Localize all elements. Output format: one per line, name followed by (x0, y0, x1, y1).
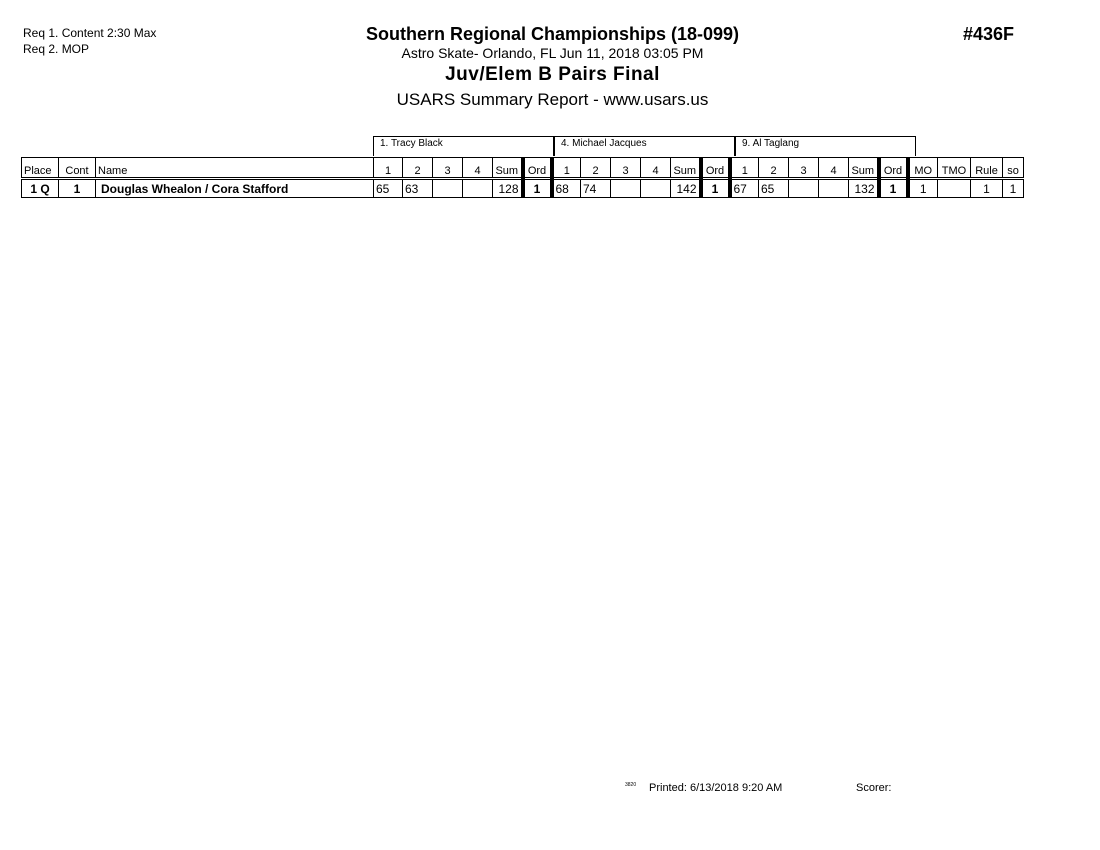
col-tmo: TMO (938, 158, 971, 179)
col-j3-s4: 4 (819, 158, 849, 179)
results-table (21, 157, 1024, 198)
col-name: Name (96, 158, 374, 179)
col-j3-s3: 3 (789, 158, 819, 179)
j2-s1-cell: 68 (552, 179, 581, 198)
header-row (22, 158, 1024, 179)
col-j1-sum: Sum (493, 158, 523, 179)
col-mo: MO (908, 158, 938, 179)
j3-ord-cell: 1 (879, 179, 908, 198)
j2-s3-cell (611, 179, 641, 198)
col-j1-s2: 2 (403, 158, 433, 179)
location-date: Astro Skate- Orlando, FL Jun 11, 2018 03:05 PM (401, 45, 704, 61)
col-j2-sum: Sum (671, 158, 701, 179)
judge-1-header: 1. Tracy Black (373, 136, 554, 156)
j3-s2-cell: 65 (759, 179, 789, 198)
col-place: Place (22, 158, 59, 179)
mo-cell: 1 (908, 179, 938, 198)
j3-sum-cell: 132 (849, 179, 879, 198)
j3-s4-cell (819, 179, 849, 198)
col-j1-ord: Ord (523, 158, 552, 179)
tmo-cell (938, 179, 971, 198)
j1-ord-cell: 1 (523, 179, 552, 198)
name-cell: Douglas Whealon / Cora Stafford (96, 179, 374, 198)
competition-title: Southern Regional Championships (18-099) (365, 24, 740, 44)
event-id: #436F (963, 24, 1015, 44)
j1-sum-cell: 128 (493, 179, 523, 198)
footer-code: 3820 (625, 782, 637, 788)
requirement-1: Req 1. Content 2:30 Max (23, 26, 157, 40)
col-j2-s2: 2 (581, 158, 611, 179)
col-j1-s1: 1 (374, 158, 403, 179)
j1-s4-cell (463, 179, 493, 198)
report-name: USARS Summary Report - www.usars.us (396, 90, 709, 109)
j2-s4-cell (641, 179, 671, 198)
col-j1-s4: 4 (463, 158, 493, 179)
judge-2-header: 4. Michael Jacques (554, 136, 735, 156)
judge-3-header: 9. Al Taglang (735, 136, 916, 156)
table-row (22, 179, 1024, 198)
col-j3-sum: Sum (849, 158, 879, 179)
col-j1-s3: 3 (433, 158, 463, 179)
col-rule: Rule (971, 158, 1003, 179)
j2-ord-cell: 1 (701, 179, 730, 198)
col-j3-ord: Ord (879, 158, 908, 179)
j3-s3-cell (789, 179, 819, 198)
col-j3-s1: 1 (730, 158, 759, 179)
col-cont: Cont (59, 158, 96, 179)
rule-cell: 1 (971, 179, 1003, 198)
j3-s1-cell: 67 (730, 179, 759, 198)
j2-sum-cell: 142 (671, 179, 701, 198)
col-j2-s3: 3 (611, 158, 641, 179)
so-cell: 1 (1003, 179, 1024, 198)
col-j2-s4: 4 (641, 158, 671, 179)
requirement-2: Req 2. MOP (23, 42, 90, 56)
cont-cell: 1 (59, 179, 96, 198)
col-j3-s2: 2 (759, 158, 789, 179)
col-j2-s1: 1 (552, 158, 581, 179)
place-cell: 1 Q (22, 179, 59, 198)
j1-s1-cell: 65 (374, 179, 403, 198)
scorer-label: Scorer: (856, 782, 892, 794)
j1-s2-cell: 63 (403, 179, 433, 198)
col-j2-ord: Ord (701, 158, 730, 179)
col-so: so (1003, 158, 1024, 179)
printed-timestamp: Printed: 6/13/2018 9:20 AM (649, 782, 783, 794)
j2-s2-cell: 74 (581, 179, 611, 198)
event-name: Juv/Elem B Pairs Final (445, 64, 660, 85)
j1-s3-cell (433, 179, 463, 198)
